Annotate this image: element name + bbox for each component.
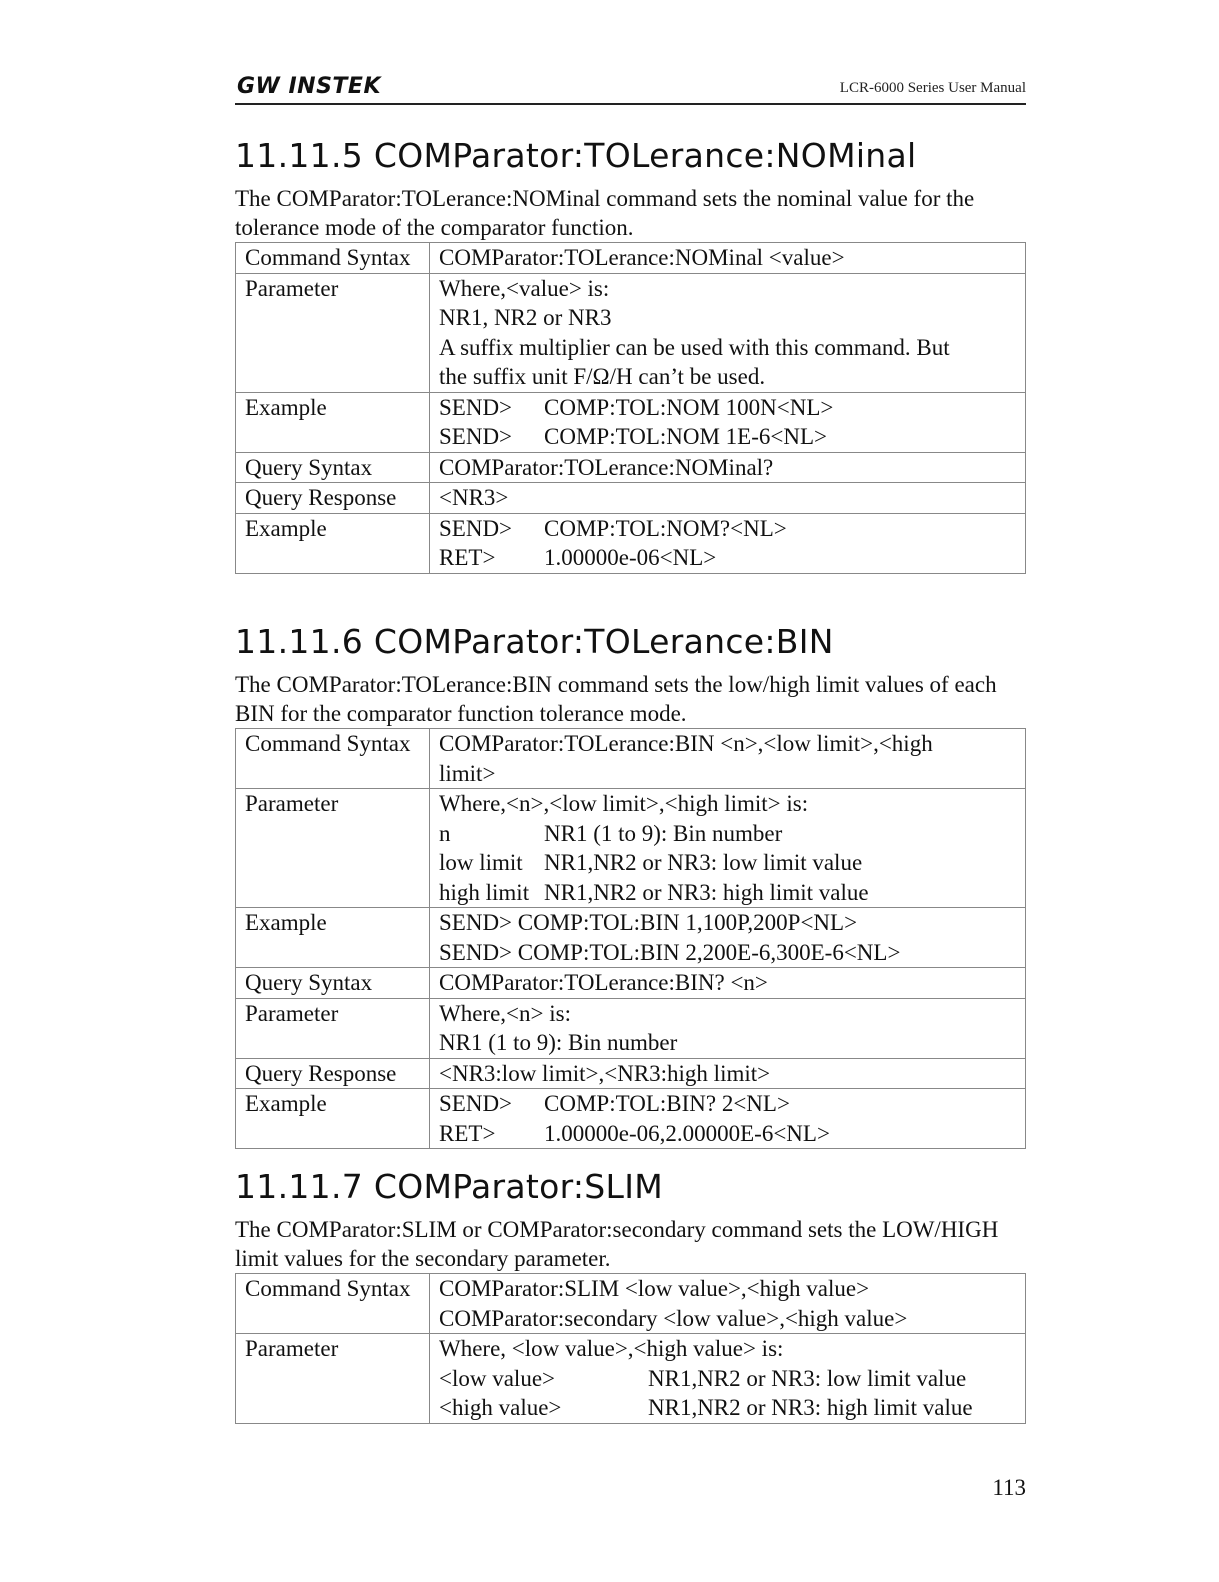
text-line bbox=[439, 422, 1017, 452]
table-row bbox=[236, 1334, 1026, 1424]
param-name: <low value> bbox=[439, 1365, 555, 1391]
row-label: Query Response bbox=[236, 483, 430, 514]
prompt: RET> bbox=[439, 1120, 496, 1146]
param-name: low limit bbox=[439, 850, 523, 875]
query-parameter-value bbox=[430, 998, 1026, 1058]
param-desc: NR1 (1 to 9): Bin number bbox=[544, 820, 783, 846]
query-response-value: <NR3> bbox=[430, 483, 1026, 514]
row-label: Query Response bbox=[236, 1058, 430, 1089]
query-syntax-value: COMParator:TOLerance:NOMinal? bbox=[430, 452, 1026, 483]
command-text: 1.00000e-06<NL> bbox=[544, 545, 717, 570]
table-row bbox=[236, 1274, 1026, 1334]
header-divider bbox=[235, 103, 1026, 105]
section-heading: 11.11.7 COMParator:SLIM bbox=[235, 1167, 664, 1206]
command-table bbox=[235, 242, 1026, 574]
row-label: Example bbox=[236, 513, 430, 573]
row-label: Example bbox=[236, 1089, 430, 1149]
command-syntax-value bbox=[430, 729, 1026, 789]
text-line: NR1 (1 to 9): Bin number bbox=[439, 1030, 678, 1055]
section-tolerance-bin bbox=[235, 620, 1026, 1149]
command-syntax-value bbox=[430, 1274, 1026, 1334]
table-row bbox=[236, 1089, 1026, 1149]
row-label: Command Syntax bbox=[236, 1274, 430, 1334]
param-name: high limit bbox=[439, 879, 530, 905]
table-row bbox=[236, 273, 1026, 392]
param-desc: NR1,NR2 or NR3: high limit value bbox=[544, 879, 869, 905]
table-row bbox=[236, 729, 1026, 789]
section-tolerance-nominal bbox=[235, 134, 1026, 574]
row-label: Command Syntax bbox=[236, 243, 430, 274]
text-line: NR1, NR2 or NR3 bbox=[439, 305, 612, 330]
text-line: SEND> COMP:TOL:BIN 1,100P,200P<NL> bbox=[439, 910, 858, 935]
prompt: SEND> bbox=[439, 424, 513, 449]
command-text: COMP:TOL:NOM 100N<NL> bbox=[544, 394, 834, 420]
text-line bbox=[439, 1364, 1017, 1394]
table-row bbox=[236, 998, 1026, 1058]
row-label: Command Syntax bbox=[236, 729, 430, 789]
row-label: Example bbox=[236, 908, 430, 968]
text-line: Where,<n>,<low limit>,<high limit> is: bbox=[439, 791, 809, 816]
page-number: 113 bbox=[992, 1475, 1026, 1500]
section-description: The COMParator:TOLerance:BIN command sets the low/high limit values of each BIN for the comparator function tolerance mode. bbox=[235, 672, 997, 726]
table-row bbox=[236, 908, 1026, 968]
param-name: n bbox=[439, 820, 451, 846]
text-line bbox=[439, 1089, 1017, 1119]
section-slim bbox=[235, 1165, 1026, 1424]
row-label: Example bbox=[236, 392, 430, 452]
query-syntax-value: COMParator:TOLerance:BIN? <n> bbox=[430, 968, 1026, 999]
text-line: COMParator:TOLerance:BIN <n>,<low limit>,<high bbox=[439, 731, 933, 756]
table-row bbox=[236, 243, 1026, 274]
text-line bbox=[439, 848, 1017, 878]
section-description: The COMParator:TOLerance:NOMinal command sets the nominal value for the tolerance mode of the comparator function. bbox=[235, 186, 975, 240]
text-line: the suffix unit F/Ω/H can’t be used. bbox=[439, 364, 766, 389]
command-table bbox=[235, 1273, 1026, 1424]
query-response-value: <NR3:low limit>,<NR3:high limit> bbox=[430, 1058, 1026, 1089]
table-row bbox=[236, 483, 1026, 514]
command-text: COMP:TOL:NOM?<NL> bbox=[544, 515, 787, 541]
param-name: <high value> bbox=[439, 1395, 562, 1420]
text-line: COMParator:secondary <low value>,<high value> bbox=[439, 1305, 908, 1331]
text-line bbox=[439, 393, 1017, 423]
text-line bbox=[439, 878, 1017, 908]
text-line: Where, <low value>,<high value> is: bbox=[439, 1336, 784, 1361]
section-heading: 11.11.5 COMParator:TOLerance:NOMinal bbox=[235, 136, 917, 175]
text-line bbox=[439, 543, 1017, 573]
text-line bbox=[439, 1393, 1017, 1423]
row-label: Query Syntax bbox=[236, 968, 430, 999]
gwinstek-logo: GW INSTEK bbox=[237, 74, 382, 99]
prompt: RET> bbox=[439, 545, 496, 570]
text-line: Where,<value> is: bbox=[439, 275, 610, 301]
command-text: 1.00000e-06,2.00000E-6<NL> bbox=[544, 1120, 830, 1146]
text-line: limit> bbox=[439, 760, 496, 786]
manual-title: LCR-6000 Series User Manual bbox=[839, 80, 1026, 96]
row-label: Parameter bbox=[236, 789, 430, 908]
text-line bbox=[439, 1119, 1017, 1149]
parameter-value bbox=[430, 789, 1026, 908]
table-row bbox=[236, 968, 1026, 999]
table-row bbox=[236, 1058, 1026, 1089]
text-line bbox=[439, 514, 1017, 544]
text-line: COMParator:SLIM <low value>,<high value> bbox=[439, 1276, 870, 1301]
section-heading: 11.11.6 COMParator:TOLerance:BIN bbox=[235, 622, 834, 661]
text-line bbox=[439, 819, 1017, 849]
row-label: Query Syntax bbox=[236, 452, 430, 483]
table-row bbox=[236, 392, 1026, 452]
row-label: Parameter bbox=[236, 273, 430, 392]
query-example-value bbox=[430, 513, 1026, 573]
example-value bbox=[430, 908, 1026, 968]
text-line: SEND> COMP:TOL:BIN 2,200E-6,300E-6<NL> bbox=[439, 939, 901, 965]
table-row bbox=[236, 789, 1026, 908]
param-desc: NR1,NR2 or NR3: low limit value bbox=[544, 850, 863, 875]
prompt: SEND> bbox=[439, 394, 513, 420]
example-value bbox=[430, 392, 1026, 452]
row-label: Parameter bbox=[236, 998, 430, 1058]
query-example-value bbox=[430, 1089, 1026, 1149]
row-label: Parameter bbox=[236, 1334, 430, 1424]
param-desc: NR1,NR2 or NR3: low limit value bbox=[648, 1365, 967, 1391]
text-line: A suffix multiplier can be used with this command. But bbox=[439, 334, 950, 360]
prompt: SEND> bbox=[439, 1091, 513, 1116]
command-text: COMP:TOL:NOM 1E-6<NL> bbox=[544, 424, 827, 449]
command-table bbox=[235, 728, 1026, 1149]
command-text: COMP:TOL:BIN? 2<NL> bbox=[544, 1091, 790, 1116]
page-header bbox=[235, 70, 1026, 106]
prompt: SEND> bbox=[439, 515, 513, 541]
parameter-value bbox=[430, 273, 1026, 392]
table-row bbox=[236, 452, 1026, 483]
param-desc: NR1,NR2 or NR3: high limit value bbox=[648, 1395, 973, 1420]
table-row bbox=[236, 513, 1026, 573]
command-syntax-value: COMParator:TOLerance:NOMinal <value> bbox=[430, 243, 1026, 274]
section-description: The COMParator:SLIM or COMParator:secondary command sets the LOW/HIGH limit values for the secondary parameter. bbox=[235, 1217, 999, 1271]
text-line: Where,<n> is: bbox=[439, 1000, 571, 1026]
parameter-value bbox=[430, 1334, 1026, 1424]
